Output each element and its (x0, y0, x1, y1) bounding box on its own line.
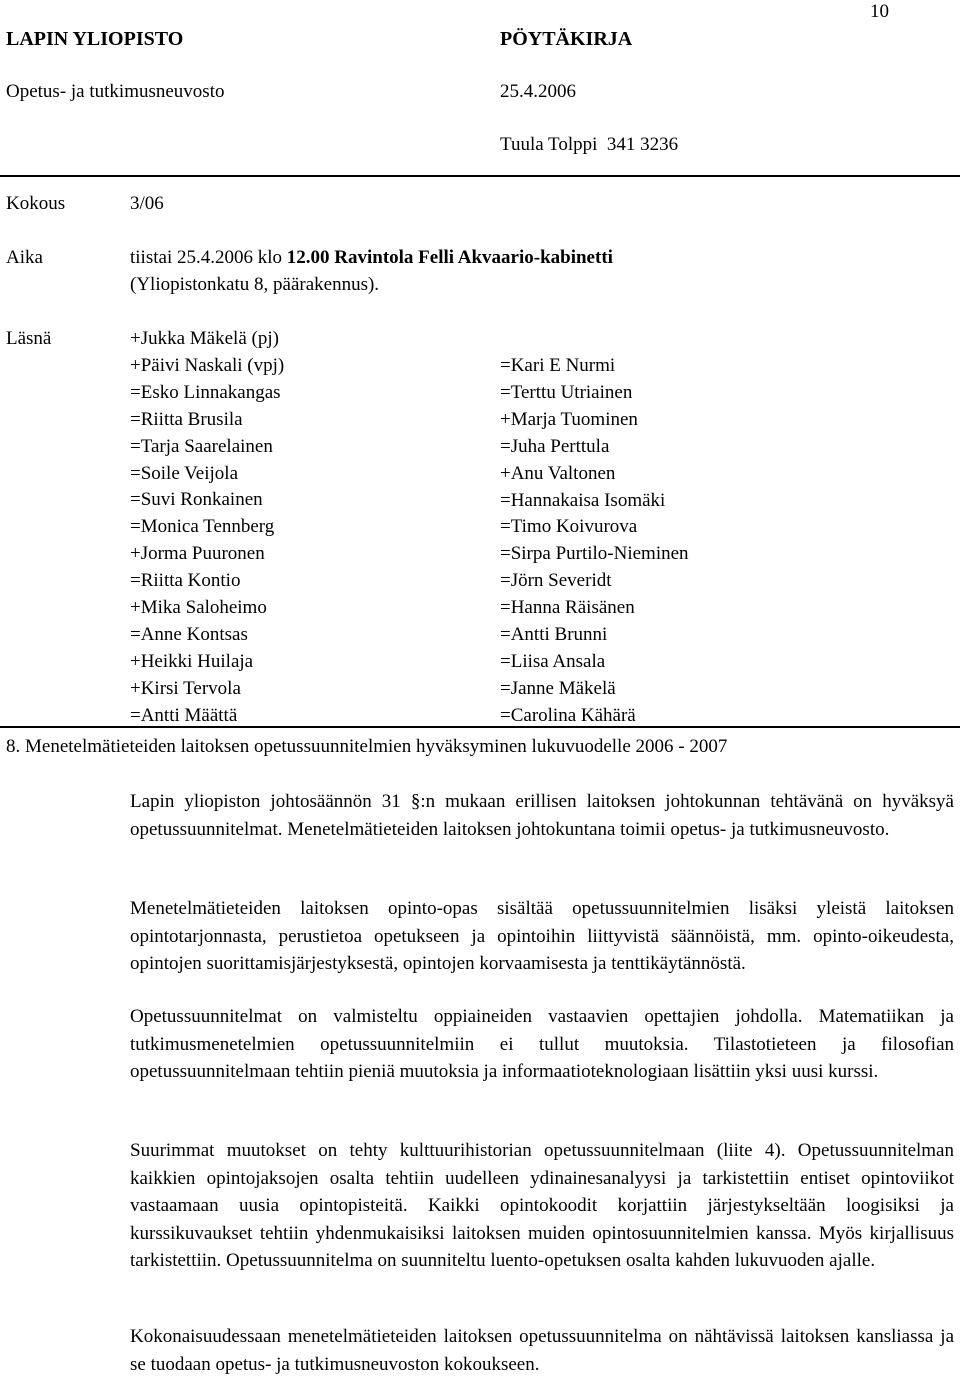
page-number: 10 (870, 1, 889, 22)
attendee-name: =Timo Koivurova (500, 516, 638, 538)
attendees-divider (0, 726, 960, 728)
attendee-name: =Terttu Utriainen (500, 381, 633, 403)
attendee-name: +Jorma Puuronen (130, 543, 265, 565)
attendee-name: =Carolina Kähärä (500, 704, 636, 726)
attendee-name: +Anu Valtonen (500, 462, 616, 484)
attendee-name: =Hannakaisa Isomäki (500, 489, 666, 511)
attendee-name: =Liisa Ansala (500, 650, 606, 672)
aika-place: 12.00 Ravintola Felli Akvaario-kabinetti (286, 247, 613, 268)
attendee-name: =Soile Veijola (130, 462, 238, 484)
attendee-name: +Päivi Naskali (vpj) (130, 354, 285, 376)
aika-address: (Yliopistonkatu 8, päärakennus). (130, 274, 380, 295)
aika-label: Aika (6, 247, 43, 268)
attendee-name: =Riitta Kontio (130, 570, 241, 592)
header-divider (0, 175, 960, 177)
paragraph-2: Menetelmätieteiden laitoksen opinto-opas sisältää opetussuunnitelmien lisäksi yleistä laitoksen opintotarjonnasta, perustietoa opetukseen ja opintoihin liittyvistä säännöistä, mm. opinto-oikeudesta, opintojen suorittamisjärjestyksestä, opintojen korvaamisesta ja tenttikäytännöstä. (130, 898, 954, 974)
section-heading: 8. Menetelmätieteiden laitoksen opetussuunnitelmien hyväksyminen lukuvuodelle 2006 - 2007 (6, 736, 728, 757)
document-type: PÖYTÄKIRJA (500, 28, 633, 50)
aika-prefix: tiistai 25.4.2006 klo (130, 247, 287, 268)
attendee-name: +Kirsi Tervola (130, 677, 241, 699)
attendee-name: +Mika Saloheimo (130, 597, 267, 618)
attendee-name: +Marja Tuominen (500, 408, 638, 430)
paragraph-3: Opetussuunnitelmat on valmisteltu oppiaineiden vastaavien opettajien johdolla. Matematiikan ja tutkimusmenetelmien opetussuunnitelmiin ei tullut muutoksia. Tilastotieteen ja filosofian opetussuunnitelmaan tehtiin pieniä muutoksia ja informaatioteknologiaan lisättiin yksi uusi kurssi. (130, 1006, 954, 1082)
body-name: Opetus- ja tutkimusneuvosto (6, 81, 225, 102)
paragraph-5: Kokonaisuudessaan menetelmätieteiden laitoksen opetussuunnitelma on nähtävissä laitoksen kansliassa ja se tuodaan opetus- ja tutkimusneuvoston kokoukseen. (130, 1326, 954, 1375)
attendee-name: =Jörn Severidt (500, 570, 612, 592)
attendee-name: =Anne Kontsas (130, 623, 248, 645)
attendee-name: =Riitta Brusila (130, 408, 243, 430)
attendee-name: =Antti Määttä (130, 704, 238, 726)
kokous-value: 3/06 (130, 193, 164, 214)
lasna-label: Läsnä (6, 328, 52, 349)
attendee-name: =Juha Perttula (500, 435, 610, 457)
paragraph-4: Suurimmat muutokset on tehty kulttuurihistorian opetussuunnitelmaan (liite 4). Opetussuunnitelman kaikkien opintojaksojen osalta tehtiin uudelleen ydinainesanalyysi ja tarkistettiin entiset opintoviikot vastaamaan uusia opintopisteitä. Kaikki opintokoodit korjattiin järjestykseltään loogisiksi ja kurssikuvaukset tehtiin yhdenmukaisiksi laitoksen muiden opintosuunnitelmien kanssa. Myös kirjallisuus tarkistettiin. Opetussuunnitelma on suunniteltu luento-opetuksen osalta kahden lukuvuoden ajalle. (130, 1140, 954, 1271)
attendee-name: =Tarja Saarelainen (130, 435, 273, 457)
paragraph-1: Lapin yliopiston johtosäännön 31 §:n mukaan erillisen laitoksen johtokunnan tehtävänä on hyväksyä opetussuunnitelmat. Menetelmätieteiden laitoksen johtokuntana toimii opetus- ja tutkimusneuvosto. (130, 791, 954, 840)
institution-name: LAPIN YLIOPISTO (6, 28, 184, 50)
attendee-name: =Monica Tennberg (130, 516, 275, 538)
aika-value (130, 248, 613, 267)
attendee-name: =Kari E Nurmi (500, 355, 616, 376)
attendee-name: =Suvi Ronkainen (130, 489, 263, 511)
attendee-name: =Hanna Räisänen (500, 597, 635, 619)
attendee-name: +Jukka Mäkelä (pj) (130, 328, 279, 349)
contact-info: Tuula Tolppi 341 3236 (500, 134, 679, 155)
document-date: 25.4.2006 (500, 81, 576, 102)
attendee-name: =Sirpa Purtilo-Nieminen (500, 543, 689, 565)
attendee-name: =Janne Mäkelä (500, 677, 616, 699)
kokous-label: Kokous (6, 193, 66, 214)
attendee-name: =Esko Linnakangas (130, 381, 281, 403)
attendee-name: =Antti Brunni (500, 624, 608, 645)
attendee-name: +Heikki Huilaja (130, 650, 254, 672)
